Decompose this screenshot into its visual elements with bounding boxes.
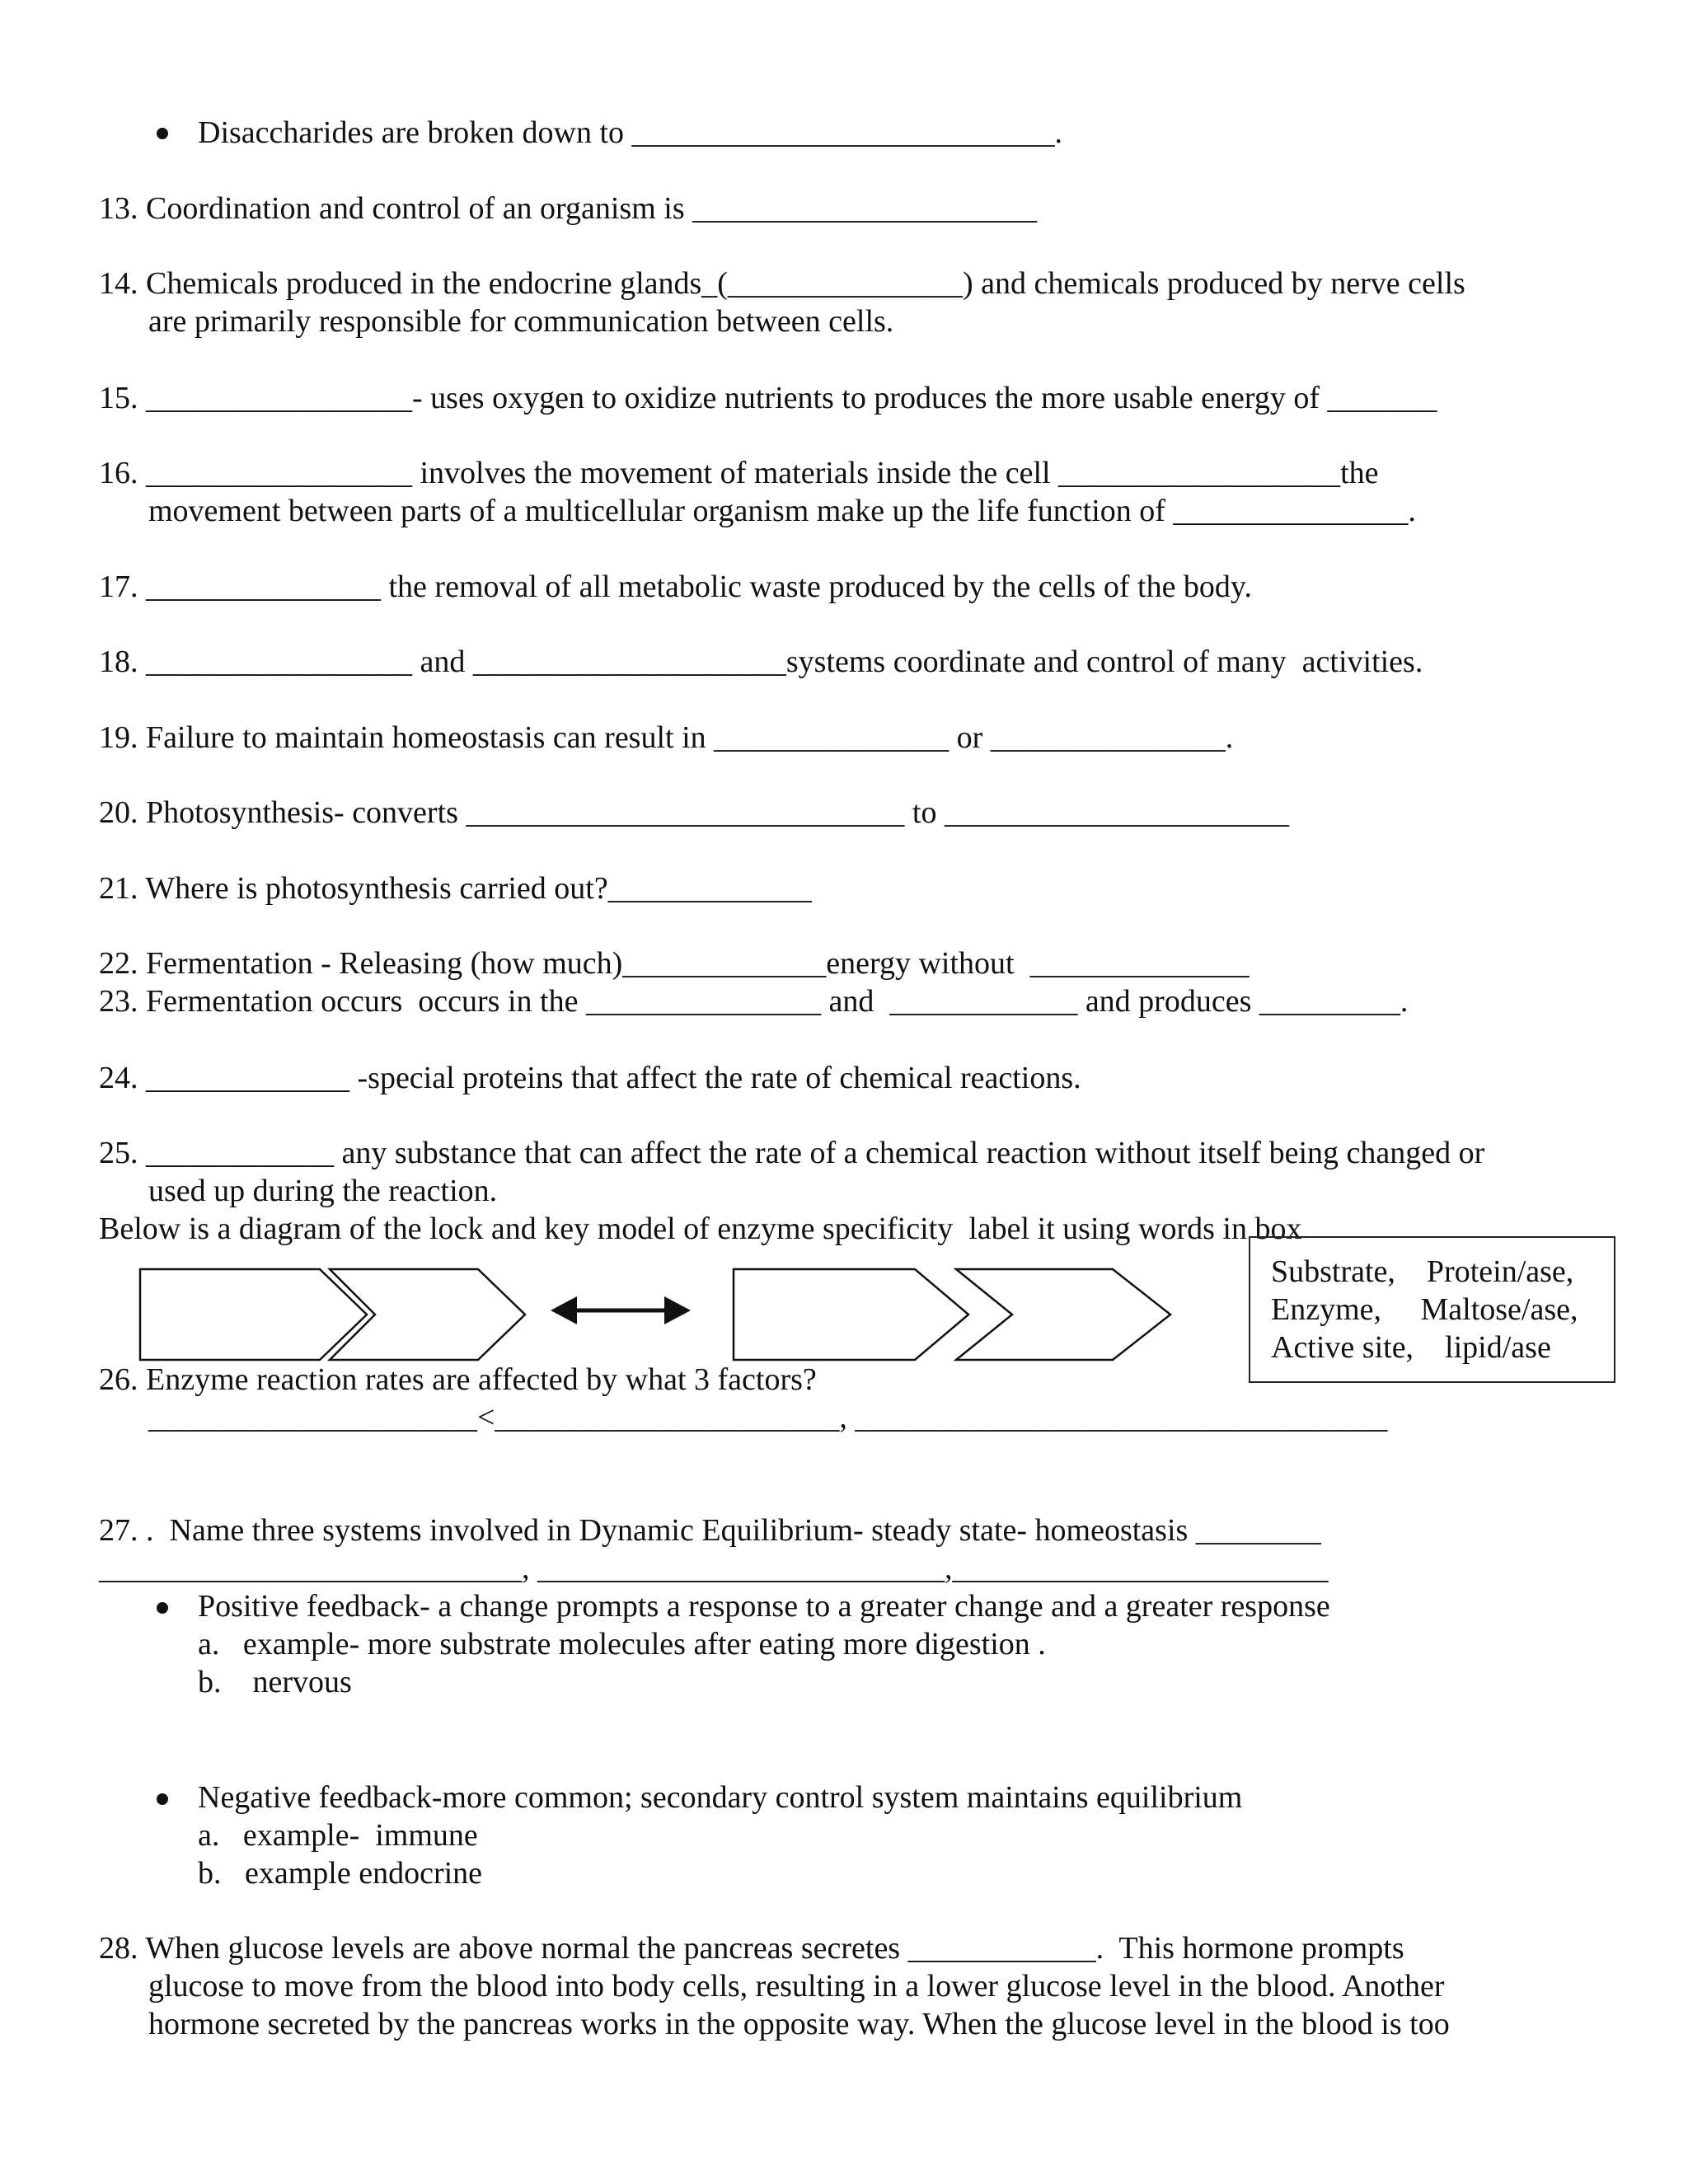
disaccharides-line: Disaccharides are broken down to ___________________________. [198,115,1063,150]
question-15: 15. _________________- uses oxygen to oxidize nutrients to produces the more usable energy of _______ [99,381,1437,415]
question-17: 17. _______________ the removal of all metabolic waste produced by the cells of the body. [99,569,1252,604]
bullet-negative-feedback [157,1793,168,1805]
question-28-line-2: glucose to move from the blood into body cells, resulting in a lower glucose level in the blood. Another [148,1969,1445,2004]
question-25-line-1: 25. ____________ any substance that can affect the rate of a chemical reaction without itself being changed or [99,1136,1485,1170]
enzyme-shape-right [734,1269,968,1360]
question-23: 23. Fermentation occurs occurs in the _______________ and ____________ and produces _________. [99,984,1409,1019]
question-19: 19. Failure to maintain homeostasis can result in _______________ or _______________. [99,720,1234,755]
negative-feedback-example-a: a. example- immune [198,1818,478,1853]
substrate-shape-right [956,1269,1170,1360]
positive-feedback-example-a: a. example- more substrate molecules after eating more digestion . [198,1627,1046,1661]
question-28-line-1: 28. When glucose levels are above normal the pancreas secretes ____________. This hormone prompts [99,1931,1404,1966]
question-26-line-1: 26. Enzyme reaction rates are affected by what 3 factors? [99,1362,817,1397]
question-20: 20. Photosynthesis- converts ____________________________ to ______________________ [99,795,1289,830]
question-14-line-1: 14. Chemicals produced in the endocrine glands_(_______________) and chemicals produced by nerve cells [99,266,1465,301]
question-14-line-2: are primarily responsible for communication between cells. [148,304,894,339]
word-bank-row-1: Substrate, Protein/ase, [1271,1254,1574,1289]
question-26-line-2: _____________________<______________________, __________________________________ [148,1400,1388,1435]
question-22: 22. Fermentation - Releasing (how much)_____________energy without ______________ [99,946,1250,981]
question-24: 24. _____________ -special proteins that affect the rate of chemical reactions. [99,1061,1081,1095]
question-28-line-3: hormone secreted by the pancreas works in the opposite way. When the glucose level in the blood is too [148,2007,1450,2041]
question-13: 13. Coordination and control of an organism is ______________________ [99,191,1038,226]
negative-feedback-example-b: b. example endocrine [198,1856,483,1891]
question-27-line-1: 27. . Name three systems involved in Dynamic Equilibrium- steady state- homeostasis ________ [99,1513,1321,1548]
reversible-arrow-right-head [664,1296,691,1324]
positive-feedback-example-b: b. nervous [198,1665,352,1699]
negative-feedback: Negative feedback-more common; secondary control system maintains equilibrium [198,1780,1243,1815]
enzyme-shape-left [140,1269,367,1360]
diagram-intro: Below is a diagram of the lock and key model of enzyme specificity label it using words in box [99,1212,1302,1246]
word-bank-row-2: Enzyme, Maltose/ase, [1271,1292,1578,1327]
question-16-line-2: movement between parts of a multicellular organism make up the life function of _______________. [148,494,1416,528]
word-bank-box [1249,1236,1615,1383]
question-16-line-1: 16. _________________ involves the movement of materials inside the cell __________________the [99,456,1379,490]
question-21: 21. Where is photosynthesis carried out?_____________ [99,871,812,906]
question-25-line-2: used up during the reaction. [148,1174,498,1208]
word-bank-row-3: Active site, lipid/ase [1271,1330,1551,1365]
positive-feedback: Positive feedback- a change prompts a response to a greater change and a greater response [198,1589,1330,1624]
bullet-positive-feedback [157,1602,168,1614]
question-27-line-2: ___________________________, __________________________,________________________ [99,1551,1329,1586]
substrate-shape-left [330,1269,525,1360]
reversible-arrow-left-head [551,1296,577,1324]
question-18: 18. _________________ and ____________________systems coordinate and control of many activities. [99,644,1423,679]
